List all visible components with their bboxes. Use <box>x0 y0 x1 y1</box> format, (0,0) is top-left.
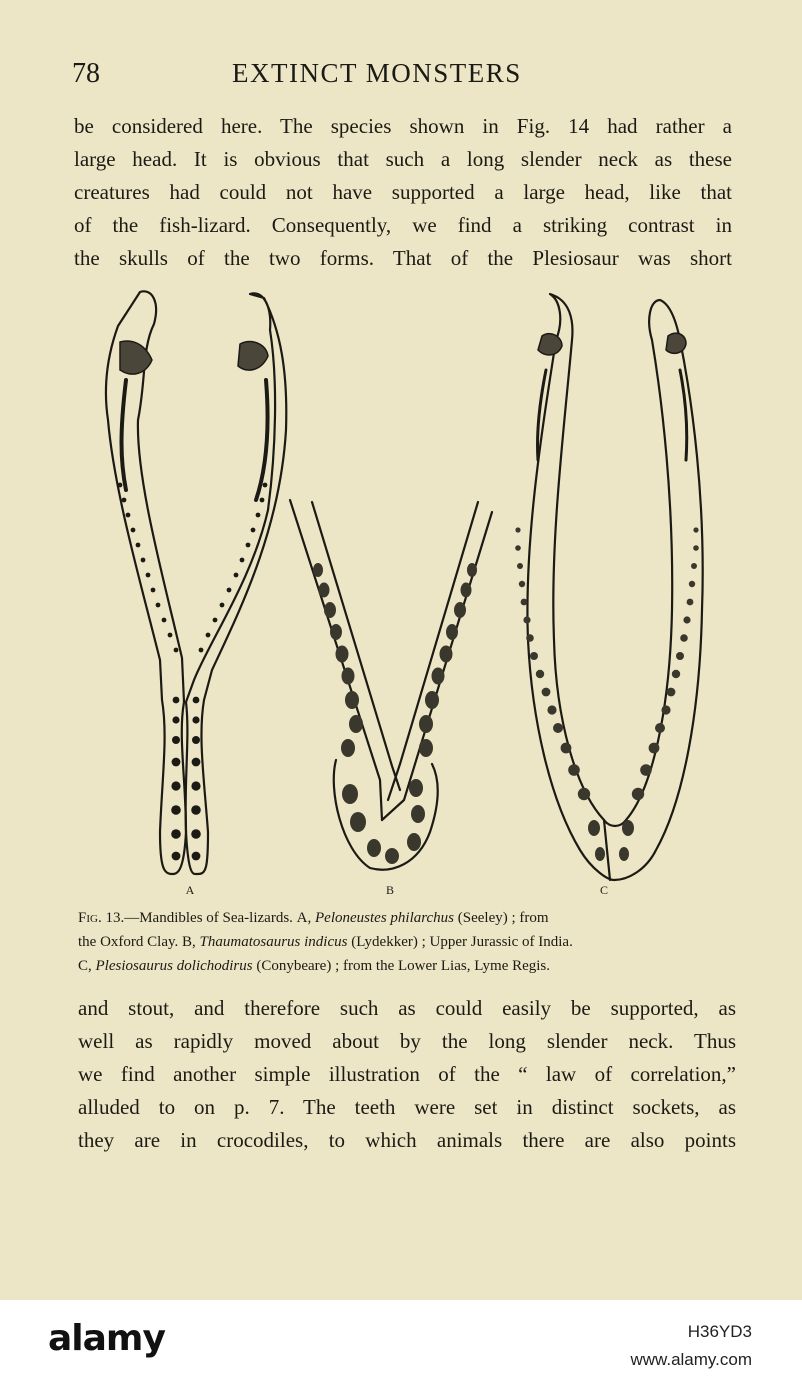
caption-text: (Lydekker) ; Upper Jurassic of India. <box>347 934 573 950</box>
mandible-a-drawing <box>106 291 286 874</box>
caption-line <box>78 930 736 954</box>
caption-species: Thaumatosaurus indicus <box>199 934 348 950</box>
image-id: H36YD3 <box>687 1322 752 1341</box>
alamy-logo: alamy <box>48 1318 165 1359</box>
caption-line <box>78 906 736 930</box>
watermark-bar <box>0 1300 802 1390</box>
text-line: creatures had could not have supported a large head, like that <box>74 180 732 204</box>
site-url: www.alamy.com <box>630 1350 752 1369</box>
caption-text: (Conybeare) ; from the Lower Lias, Lyme Regis. <box>252 958 551 974</box>
caption-letter: C, <box>78 958 96 974</box>
mandibles-illustration <box>80 280 740 900</box>
page-header <box>72 58 736 94</box>
text-line: the skulls of the two forms. That of the Plesiosaur was short <box>74 246 732 270</box>
caption-fig-label: Fig. 13. <box>78 910 125 926</box>
caption-species: Plesiosaurus dolichodirus <box>95 958 253 974</box>
paragraph-bottom <box>78 992 736 1157</box>
caption-line <box>78 954 736 978</box>
text-line: of the fish-lizard. Consequently, we find a striking contrast in <box>74 213 732 237</box>
caption-letter: A, <box>296 910 316 926</box>
figure-label-a: A <box>185 883 195 897</box>
running-title: EXTINCT MONSTERS <box>232 58 522 88</box>
caption-species: Peloneustes philarchus <box>315 910 455 926</box>
paragraph-top <box>74 110 732 275</box>
text-line: and stout, and therefore such as could easily be supported, as <box>78 996 736 1020</box>
caption-text: —Mandibles of Sea-lizards. <box>124 910 297 926</box>
page-number: 78 <box>72 58 100 89</box>
mandible-c-drawing <box>515 294 702 880</box>
figure-caption <box>78 906 736 978</box>
text-line: well as rapidly moved about by the long slender neck. Thus <box>78 1029 736 1053</box>
text-line: be considered here. The species shown in Fig. 14 had rather a <box>74 114 732 138</box>
text-line: large head. It is obvious that such a long slender neck as these <box>74 147 732 171</box>
caption-text: (Seeley) ; from <box>454 910 549 926</box>
text-line: they are in crocodiles, to which animals there are also points <box>78 1128 736 1152</box>
caption-text: the Oxford Clay. <box>78 934 183 950</box>
text-line: we find another simple illustration of the “ law of correlation,” <box>78 1062 736 1086</box>
caption-letter: B, <box>182 934 200 950</box>
text-line: alluded to on p. 7. The teeth were set in distinct sockets, as <box>78 1095 736 1119</box>
mandible-b-drawing <box>290 500 492 870</box>
figure-label-c: C <box>599 883 609 897</box>
figure-label-b: B <box>385 883 395 897</box>
